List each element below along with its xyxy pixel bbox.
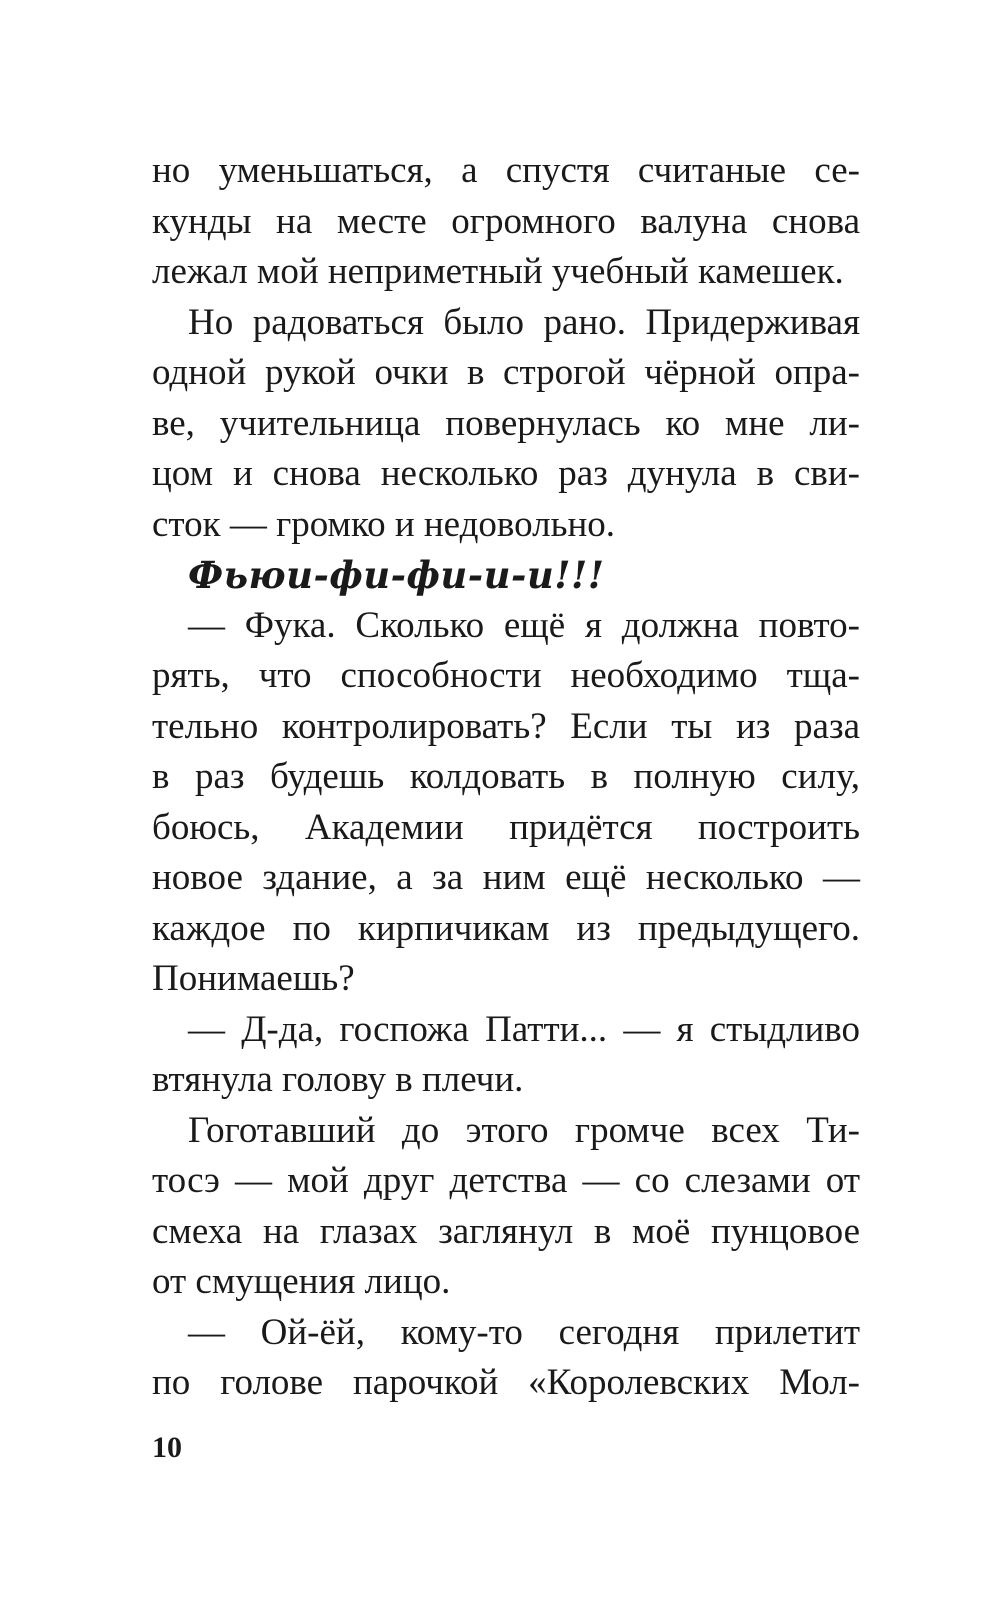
text-line: Но радоваться было рано. Придерживая <box>188 301 860 343</box>
text-line: но уменьшаться, а спустя считаные се- <box>152 150 860 191</box>
text-line: смеха на глазах заглянул в моё пунцовое <box>152 1210 860 1252</box>
text-line: одной рукой очки в строгой чёрной опра- <box>152 352 860 393</box>
text-line: Понимаешь? <box>152 958 355 999</box>
text-line: — Ой-ёй, кому-то сегодня прилетит <box>188 1311 860 1353</box>
text-line: — Д-да, госпожа Патти... — я стыдливо <box>188 1008 860 1050</box>
text-line: боюсь, Академии придётся построить <box>152 806 860 848</box>
text-line: кунды на месте огромного валуна снова <box>152 200 860 242</box>
text-line: тосэ — мой друг детства — со слезами от <box>152 1160 860 1201</box>
text-line: от смущения лицо. <box>152 1261 451 1302</box>
body-text <box>152 146 860 1409</box>
text-line: по голове парочкой «Королевских Мол- <box>152 1362 860 1403</box>
text-line: втянула голову в плечи. <box>152 1059 524 1100</box>
text-line: ве, учительница повернулась ко мне ли- <box>152 402 860 444</box>
text-line: лежал мой неприметный учебный камешек. <box>152 251 844 292</box>
text-line: Гоготавший до этого громче всех Ти- <box>188 1109 860 1151</box>
whistle-sound: Фьюи-фи-фи-и-и!!! <box>188 553 605 597</box>
text-line: цом и снова несколько раз дунула в сви- <box>152 453 860 494</box>
text-line: новое здание, а за ним ещё несколько — <box>152 857 860 898</box>
text-line: рять, что способности необходимо тща- <box>152 655 860 696</box>
page-number: 10 <box>152 1431 182 1464</box>
text-line: тельно контролировать? Если ты из раза <box>152 705 860 747</box>
text-line: в раз будешь колдовать в полную силу, <box>152 756 860 797</box>
text-line: сток — громко и недовольно. <box>152 503 616 545</box>
text-line: — Фука. Сколько ещё я должна повто- <box>188 604 860 646</box>
text-line: каждое по кирпичикам из предыдущего. <box>152 907 860 949</box>
